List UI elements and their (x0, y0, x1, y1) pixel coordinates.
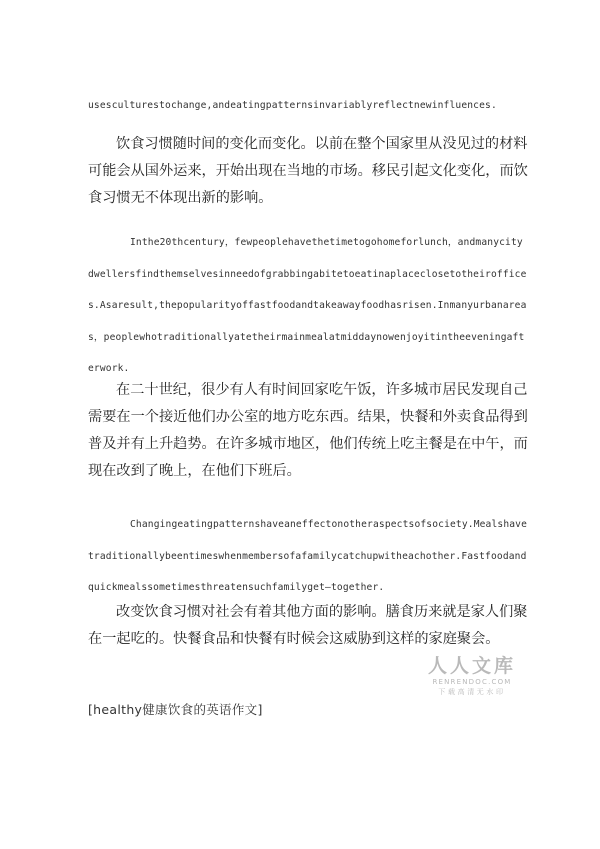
watermark-tagline: 下载高清无水印 (438, 688, 506, 696)
paragraph-english-3: Changingeatingpatternshaveaneffectonotheraspectsofsociety.Mealshavetraditionallybeentimeswhenmembersofafamilycatchupwitheachother.Fastfoodandquickmealssometimesthreatensuchfamilyget—together. (88, 519, 528, 593)
paragraph-chinese-3: 改变饮食习惯对社会有着其他方面的影响。膳食历来就是家人们聚在一起吃的。快餐食品和快餐有时候会这威胁到这样的家庭聚会。 (88, 604, 528, 647)
paragraph-chinese-1: 饮食习惯随时间的变化而变化。以前在整个国家里从没见过的材料可能会从国外运来，开始出现在当地的市场。移民引起文化变化，而饮食习惯无不体现出新的影响。 (88, 136, 528, 206)
paragraph-english-1: usesculturestochange,andeatingpatternsinvariablyreflectnewinfluences. (88, 100, 497, 111)
watermark-url: RENRENDOC.COM (432, 678, 512, 686)
watermark (412, 655, 532, 697)
paragraph-english-2: Inthe20thcentury，fewpeoplehavethetimetogohomeforlunch，andmanycitydwellersfindthemselvesinneedofgrabbingabitetoeatinaplaceclosetotheiroffices.Asaresult,thepopularityoffastfoodandtakeawayfoodhasrisen.Inmanyurbanareas，peoplewhotraditionallyatetheirmainmealatmiddaynowenjoyitintheeveningafterwork. (88, 237, 527, 374)
watermark-brand: 人人文库 (427, 655, 516, 677)
paragraph-chinese-2: 在二十世纪，很少有人有时间回家吃午饭，许多城市居民发现自己需要在一个接近他们办公室的地方吃东西。结果，快餐和外卖食品得到普及并有上升趋势。在许多城市地区，他们传统上吃主餐是在中午，而现在改到了晚上，在他们下班后。 (88, 382, 528, 479)
related-article-title: [healthy健康饮食的英语作文] (88, 702, 263, 717)
